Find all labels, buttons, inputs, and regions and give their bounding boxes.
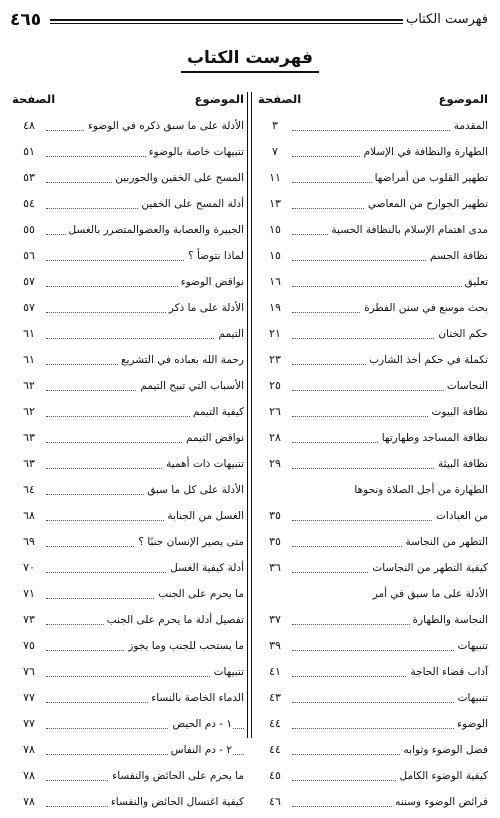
toc-entry-page: ٦٢ <box>12 379 46 392</box>
toc-entry-page: ٢٥ <box>258 379 292 392</box>
topic-header: الموضوع <box>438 92 488 106</box>
toc-entry-page: ٦٢ <box>12 405 46 418</box>
dot-leader <box>292 286 488 287</box>
toc-entry-topic: تنبيهات <box>211 666 244 678</box>
toc-entry-page: ٧٧ <box>12 717 46 730</box>
toc-entry-page: ٤٦ <box>258 795 292 808</box>
toc-entry <box>12 662 244 688</box>
toc-entry-page: ١١ <box>258 171 292 184</box>
toc-entry-topic: الأدلة على ما سبق ذكره في الوضوء <box>85 120 244 132</box>
toc-entry-page: ٤٣ <box>258 691 292 704</box>
toc-entry <box>12 116 244 142</box>
toc-entry-page: ٦٣ <box>12 457 46 470</box>
toc-entry <box>258 402 488 428</box>
toc-entry-page: ٦٣ <box>12 431 46 444</box>
toc-entry <box>258 116 488 142</box>
toc-entry-topic: فضل الوضوء وثوابه <box>401 744 488 756</box>
toc-entry-topic: من العبادات <box>433 510 488 522</box>
toc-entry <box>258 298 488 324</box>
toc-entry-page: ٦٤ <box>12 483 46 496</box>
toc-entry-page: ٤٨ <box>12 119 46 132</box>
toc-entry <box>258 324 488 350</box>
toc-entry <box>12 610 244 636</box>
toc-entry <box>258 766 488 792</box>
toc-entry-page: ٣٦ <box>258 561 292 574</box>
toc-entry <box>258 584 488 610</box>
toc-entry <box>12 324 244 350</box>
toc-entry-page: ٥٥ <box>12 223 46 236</box>
toc-entry-topic: الأسباب التي تبيح التيمم <box>137 380 244 392</box>
toc-entry-page: ٢٨ <box>258 431 292 444</box>
toc-entry-topic: فرائض الوضوء وسننه <box>392 796 488 808</box>
column-divider <box>247 92 252 738</box>
toc-entry-topic: التيمم <box>215 328 244 340</box>
toc-entry <box>12 168 244 194</box>
toc-entry-page: ١٦ <box>258 275 292 288</box>
toc-entry-page: ٢٦ <box>258 405 292 418</box>
toc-entry <box>12 532 244 558</box>
toc-entry-topic: متى يصير الإنسان جنبًا ؟ <box>135 536 244 548</box>
toc-entry-page: ٦١ <box>12 353 46 366</box>
toc-entry-topic: الجبيرة والعصابة والعضوالمتضرر بالغسل <box>66 224 244 236</box>
toc-entry-page: ٤٤ <box>258 743 292 756</box>
toc-entry-topic: تنبيهات ذات أهمية <box>163 458 244 470</box>
toc-entry-topic: تطهير القلوب من أمراضها <box>372 172 488 184</box>
toc-entry-page: ٧٦ <box>12 665 46 678</box>
toc-entry-topic: بحث موسع في سنن الفطرة <box>361 302 488 314</box>
toc-entry <box>12 376 244 402</box>
toc-entry-topic: تعليق <box>462 276 488 288</box>
toc-entry-topic: ١ - دم الحيض <box>169 718 232 730</box>
toc-entry <box>258 740 488 766</box>
toc-entry-page: ٥١ <box>12 145 46 158</box>
toc-entry-topic: الأدلة على ما سبق في أمر <box>370 588 488 600</box>
toc-entry-topic: تنبيهات خاصة بالوضوء <box>146 146 244 158</box>
toc-entry <box>12 194 244 220</box>
toc-entry-topic: المسح على الخفين والجوربين <box>112 172 244 184</box>
toc-entry-topic: ما يحرم على الحائض والنفساء <box>109 770 244 782</box>
toc-entry <box>12 350 244 376</box>
toc-entry-topic: لماذا نتوضأ ؟ <box>185 250 244 262</box>
toc-entry-page: ٧٣ <box>12 613 46 626</box>
toc-entry-topic: حكم الختان <box>435 328 488 340</box>
toc-entry <box>258 610 488 636</box>
toc-entry-topic: تكملة في حكم أخذ الشارب <box>366 354 488 366</box>
toc-entry <box>12 584 244 610</box>
toc-entry-topic: النجاسات <box>444 380 488 392</box>
toc-entry-topic: المقدمة <box>451 120 488 132</box>
toc-entry <box>12 428 244 454</box>
toc-entry-topic: الدماء الخاصة بالنساء <box>148 692 244 704</box>
toc-entry <box>258 220 488 246</box>
toc-entry-page: ٧٨ <box>12 795 46 808</box>
column-header <box>258 92 488 116</box>
toc-entry <box>258 168 488 194</box>
toc-entry-page: ٥٦ <box>12 249 46 262</box>
toc-entry <box>12 636 244 662</box>
toc-entry <box>12 454 244 480</box>
toc-entry-page: ٧٧ <box>12 691 46 704</box>
toc-entry <box>12 246 244 272</box>
toc-entry <box>258 246 488 272</box>
toc-entry-topic: الأدلة على ما ذكر <box>166 302 244 314</box>
toc-entry-page: ٧ <box>258 145 292 158</box>
toc-entry <box>258 272 488 298</box>
toc-entry <box>12 792 244 818</box>
toc-entry <box>12 558 244 584</box>
toc-entry-page: ٢٣ <box>258 353 292 366</box>
toc-entry-topic: كيفية اغتسال الحائض والنفساء <box>108 796 244 808</box>
page-number: ٤٦٥ <box>10 10 42 30</box>
toc-entry <box>12 688 244 714</box>
toc-entry-topic: نواقض الوضوء <box>178 276 244 288</box>
toc-entry-topic: التطهر من النجاسة <box>402 536 488 548</box>
toc-entry-page: ٣٧ <box>258 613 292 626</box>
toc-entry <box>258 714 488 740</box>
toc-rows <box>12 116 244 818</box>
toc-entry-topic: ما يستحب للجنب وما يجوز <box>125 640 244 652</box>
toc-entry-page: ٤٤ <box>258 717 292 730</box>
toc-entry-topic: تطهير الجوارح من المعاصي <box>365 198 488 210</box>
toc-entry <box>258 532 488 558</box>
toc-entry <box>258 194 488 220</box>
page-heading <box>0 48 500 73</box>
toc-entry-page: ٧١ <box>12 587 46 600</box>
toc-entry-page: ٦٨ <box>12 509 46 522</box>
toc-column-left <box>12 92 244 818</box>
column-header <box>12 92 244 116</box>
toc-entry <box>258 662 488 688</box>
toc-entry-topic: ما يحرم على الجنب <box>155 588 244 600</box>
toc-entry-topic: نظافة المساجد وطهارتها <box>379 432 488 444</box>
toc-entry <box>12 480 244 506</box>
toc-entry <box>258 142 488 168</box>
toc-entry-page: ١٥ <box>258 223 292 236</box>
toc-entry-page: ٢٩ <box>258 457 292 470</box>
toc-entry <box>12 402 244 428</box>
toc-entry-topic: الأدلة على كل ما سبق <box>144 484 244 496</box>
toc-entry <box>258 636 488 662</box>
toc-entry-topic: الغسل من الجنابة <box>164 510 244 522</box>
toc-entry-page: ٧٨ <box>12 769 46 782</box>
toc-entry <box>12 220 244 246</box>
toc-entry-topic: الطهارة من أجل الصلاة ونحوها <box>351 484 488 496</box>
toc-entry-page: ٦١ <box>12 327 46 340</box>
toc-entry-page: ٥٧ <box>12 301 46 314</box>
toc-entry-page: ٤١ <box>258 665 292 678</box>
toc-entry <box>12 714 244 740</box>
toc-entry-topic: نظافة البيئة <box>435 458 488 470</box>
toc-entry-page: ٤٥ <box>258 769 292 782</box>
toc-entry-page: ٧٨ <box>12 743 46 756</box>
toc-entry-page: ١٣ <box>258 197 292 210</box>
toc-entry <box>12 142 244 168</box>
toc-entry-topic: مدى اهتمام الإسلام بالنظافة الحسية <box>328 224 488 236</box>
toc-entry <box>12 272 244 298</box>
toc-entry-topic: نواقض التيمم <box>183 432 244 444</box>
toc-entry-topic: الوضوء <box>454 718 488 730</box>
toc-entry-topic: تنبيهات <box>455 692 488 704</box>
toc-entry-page: ٣٩ <box>258 639 292 652</box>
toc-entry-topic: كيفية الوضوء الكامل <box>397 770 488 782</box>
toc-entry <box>12 506 244 532</box>
toc-entry <box>12 740 244 766</box>
toc-entry-topic: النجاسة والطهارة <box>410 614 488 626</box>
toc-rows <box>258 116 488 818</box>
toc-entry-page: ٥٧ <box>12 275 46 288</box>
toc-entry <box>12 766 244 792</box>
toc-entry-page: ٦٩ <box>12 535 46 548</box>
toc-entry-topic: تنبيهات <box>455 640 488 652</box>
toc-entry <box>258 376 488 402</box>
toc-entry <box>258 688 488 714</box>
toc-column-right <box>258 92 488 818</box>
toc-entry-page: ١٩ <box>258 301 292 314</box>
toc-entry-page: ١٥ <box>258 249 292 262</box>
toc-entry-page: ٢١ <box>258 327 292 340</box>
toc-entry-topic: رحمة الله بعباده في التشريع <box>118 354 244 366</box>
toc-entry-topic: كيفية التطهر من النجاسات <box>369 562 488 574</box>
toc-entry-topic: أدلة كيفية الغسل <box>167 562 244 574</box>
toc-entry <box>258 792 488 818</box>
toc-entry <box>258 480 488 506</box>
toc-entry-topic: الطهارة والنظافة في الإسلام <box>361 146 488 158</box>
toc-entry-topic: ٢ - دم النفاس <box>168 744 232 756</box>
running-head <box>10 10 488 36</box>
toc-entry-page: ٣٥ <box>258 509 292 522</box>
toc-entry <box>12 298 244 324</box>
toc-entry-topic: آداب قضاء الحاجة <box>407 666 488 678</box>
page-header: الصفحة <box>258 92 302 106</box>
toc-entry-topic: نظافة الجسم <box>427 250 488 262</box>
toc-entry <box>258 428 488 454</box>
toc-entry-page: ٧٠ <box>12 561 46 574</box>
toc-entry-page: ٧٥ <box>12 639 46 652</box>
toc-entry <box>258 350 488 376</box>
toc-entry-page: ٣ <box>258 119 292 132</box>
toc-entry-topic: نظافة البيوت <box>429 406 488 418</box>
page-header: الصفحة <box>12 92 56 106</box>
toc-entry <box>258 558 488 584</box>
topic-header: الموضوع <box>194 92 244 106</box>
dot-leader <box>46 338 244 339</box>
toc-entry-topic: تفصيل أدلة ما يحرم على الجنب <box>104 614 244 626</box>
toc-entry-topic: أدلة المسح على الخفين <box>138 198 244 210</box>
running-head-title: فهرست الكتاب <box>405 12 488 27</box>
toc-entry-page: ٣٥ <box>258 535 292 548</box>
toc-entry <box>258 454 488 480</box>
toc-entry-topic: كيفية التيمم <box>190 406 244 418</box>
toc-entry-page: ٥٤ <box>12 197 46 210</box>
page-title: فهرست الكتاب <box>181 48 319 73</box>
toc-entry-page: ٥٣ <box>12 171 46 184</box>
toc-entry <box>258 506 488 532</box>
running-head-rule <box>50 19 403 24</box>
